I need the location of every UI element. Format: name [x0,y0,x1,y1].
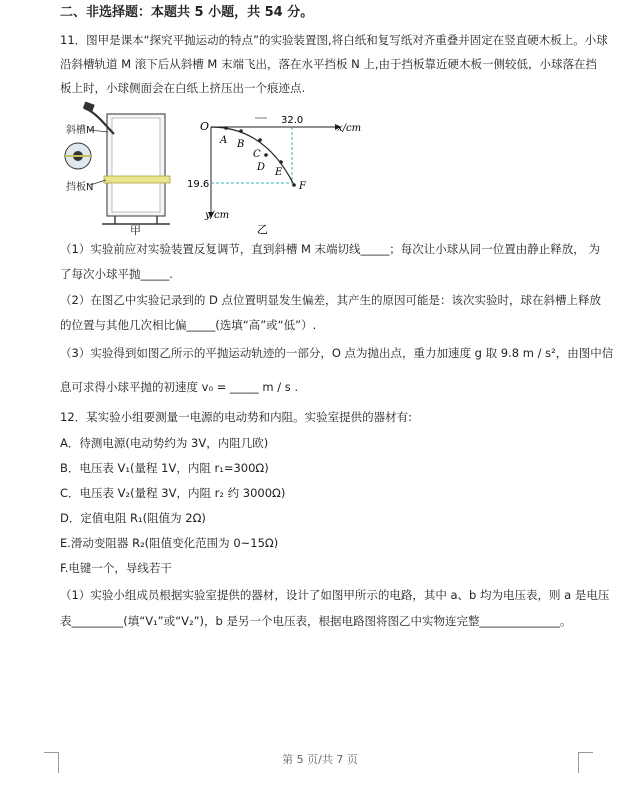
point-c [258,138,262,142]
q11-part1-line1: （1）实验前应对实验装置反复调节，直到斜槽 M 末端切线_____；每次让小球从同一位置由静止释放， 为 [60,242,600,256]
q11-part3-line2: 息可求得小球平抛的初速度 v₀ = _____ m / s . [60,380,299,394]
x-value-label: 32.0 [281,115,304,126]
point-e [279,160,283,164]
section-heading: 二、非选择题：本题共 5 小题，共 54 分。 [60,5,314,20]
figure-yi [187,112,370,237]
q11-part2-line1: （2）在图乙中实验记录到的 D 点位置明显发生偏差，其产生的原因可能是：该次实验时，球在斜槽上释放 [60,293,601,307]
label-n: 挡板N [66,182,94,193]
label-a: A [220,135,228,146]
q11-stem-line2: 沿斜槽轨道 M 滚下后从斜槽 M 末端飞出，落在水平挡板 N 上,由于挡板靠近硬木板一侧较低，小球落在挡 [60,57,598,71]
q11-part1-line2: 了每次小球平抛_____. [60,267,173,281]
label-d: D [257,162,266,173]
point-a [224,126,228,130]
caption-yi: 乙 [257,223,268,236]
y-axis-label: y/cm [205,210,230,221]
q12-part1-line1: （1）实验小组成员根据实验室提供的器材，设计了如图甲所示的电路，其中 a、b 均为电压表，则 a 是电压 [60,588,610,602]
baffle-n [104,176,170,183]
q12-option-a: A．待测电源(电动势约为 3V，内阻几欧) [60,436,269,450]
q11-part2-line2: 的位置与其他几次相比偏_____(选填“高”或“低”）. [60,318,317,332]
origin-label: O [200,120,210,133]
q12-option-b: B．电压表 V₁(量程 1V，内阻 r₁=300Ω) [60,461,269,475]
q11-part3-line1: （3）实验得到如图乙所示的平抛运动轨迹的一部分，O 点为抛出点，重力加速度 g 取 9.8 m / s²，由图中信 [60,346,614,360]
label-b: B [237,139,245,150]
label-f: F [299,181,306,192]
y-value-label: 19.6 [187,179,210,190]
point-b [239,129,243,133]
caption-jia: 甲 [130,224,141,237]
q12-option-f: F.电键一个，导线若干 [60,561,172,575]
x-axis-label: x/cm [337,123,362,134]
label-c: C [253,149,261,160]
q11-stem-line1: 11．图甲是课本“探究平抛运动的特点”的实验装置图,将白纸和复写纸对齐重叠并固定在竖直硬木板上。小球 [60,33,608,47]
paper [112,118,160,212]
label-m: 斜槽M [66,125,95,136]
point-f [292,183,296,187]
q12-option-e: E.滑动变阻器 R₂(阻值变化范围为 0~15Ω) [60,536,279,550]
label-e: E [275,167,283,178]
q12-stem: 12．某实验小组要测量一电源的电动势和内阻。实验室提供的器材有: [60,410,413,424]
q12-option-d: D．定值电阻 R₁(阻值为 2Ω) [60,511,206,525]
q11-stem-line3: 板上时，小球侧面会在白纸上挤压出一个痕迹点. [60,81,306,95]
figure-jia [60,100,190,235]
page-number: 第 5 页/共 7 页 [282,753,358,766]
q12-part1-line2: 表_________(填“V₁”或“V₂”)，b 是另一个电压表，根据电路图将图乙中实物连完整______________。 [60,614,572,628]
point-d [264,153,268,157]
q12-option-c: C．电压表 V₂(量程 3V，内阻 r₂ 约 3000Ω) [60,486,286,500]
